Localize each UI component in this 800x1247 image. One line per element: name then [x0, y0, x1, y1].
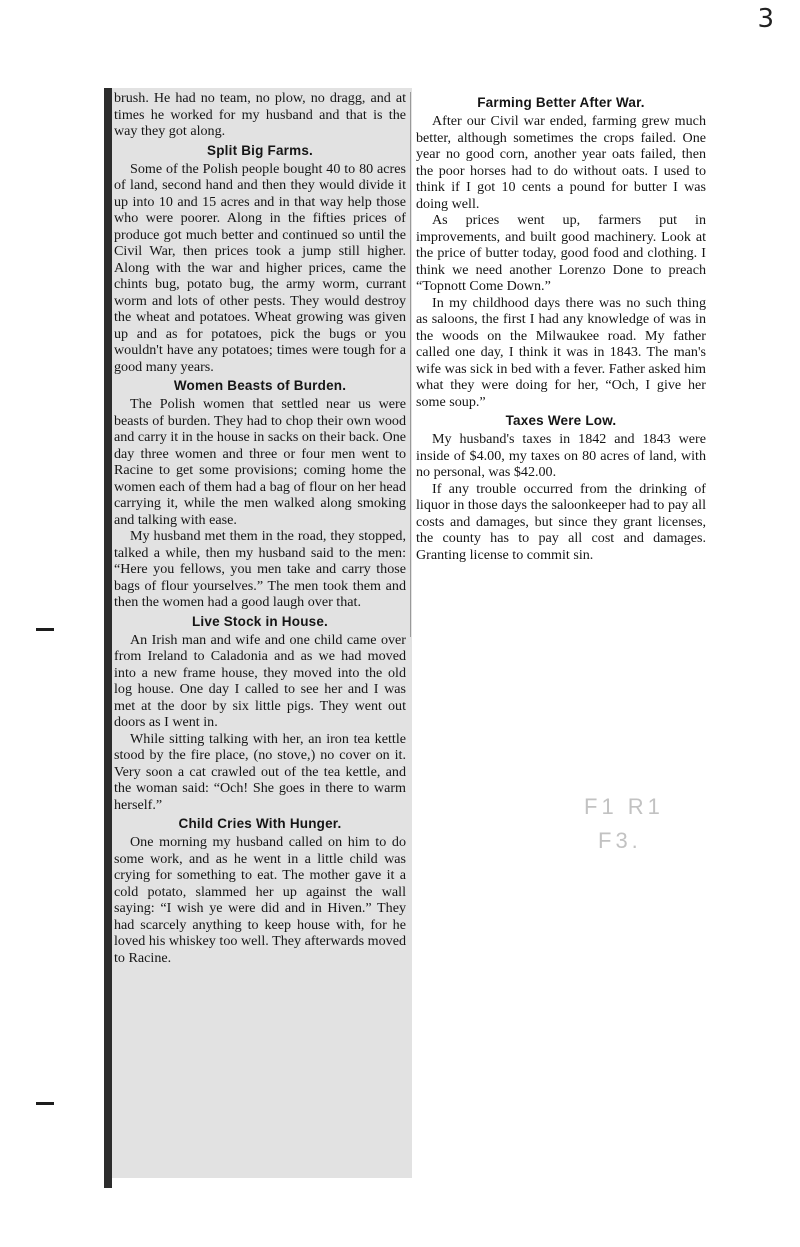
opening-paragraph: brush. He had no team, no plow, no dragg, and at times he worked for my husband and that is the way they got along.	[114, 90, 406, 139]
section-heading-women-beasts-of-burden: Women Beasts of Burden.	[173, 378, 347, 393]
right-column	[416, 92, 706, 563]
clipping-left-edge	[104, 88, 112, 1188]
article-paragraph: My husband met them in the road, they stopped, talked a while, then my husband said to the men: “Here you fellows, you men take and carry those bags of flour yourselves.” The men took them and then the women had a good laugh over that.	[114, 528, 406, 610]
article-paragraph: The Polish women that settled near us were beasts of burden. They had to chop their own wood and carry it in the house in sacks on their back. One day three women and three or four men went to Racine to get some provisions; coming home the women each of them had a bag of flour on her head carrying it, while the men walked along smoking and talking with ease.	[114, 396, 406, 528]
article-paragraph: If any trouble occurred from the drinking of liquor in those days the saloonkeeper had to pay all costs and damages, but since they grant licenses, the county has to pay all cost and damages. Granting license to commit sin.	[416, 480, 706, 563]
column-divider	[410, 92, 411, 637]
article-paragraph: In my childhood days there was no such thing as saloons, the first I had any knowledge of was in the woods on the Milwaukee road. My father called one day, I think it was in 1843. The man's wife was sick in bed with a fever. Father asked him what they were doing for her, “Och, I give her some soup.”	[416, 294, 706, 410]
article-paragraph: An Irish man and wife and one child came over from Ireland to Caladonia and as we had moved into a new frame house, they moved into the old log house. One day I called to see her and I was met at the door by six little pigs. They went out doors as I went in.	[114, 631, 406, 730]
left-column	[114, 90, 406, 966]
article-paragraph: My husband's taxes in 1842 and 1843 were inside of $4.00, my taxes on 80 acres of land, with no personal, was $42.00.	[416, 431, 706, 480]
section-heading-split-big-farms: Split Big Farms.	[207, 142, 313, 158]
section-heading-taxes-were-low: Taxes Were Low.	[505, 413, 617, 428]
section-heading-child-cries-with-hunger: Child Cries With Hunger.	[178, 816, 342, 831]
page-number: 3	[757, 4, 774, 34]
article-paragraph: After our Civil war ended, farming grew much better, although sometimes the crops failed. One year no good corn, another year oats failed, then the poor horses had to do without oats. I used to think if I got 10 cents a pound for butter I was doing well.	[416, 113, 706, 212]
section-heading-live-stock-in-house: Live Stock in House.	[191, 613, 329, 629]
margin-tick-mark	[36, 628, 54, 631]
margin-note-line: F1 R1	[584, 794, 664, 819]
article-paragraph: While sitting talking with her, an iron tea kettle stood by the fire place, (no stove,) no cover on it. Very soon a cat crawled out of the tea kettle, and the woman said: “Och! She goes in there to warm herself.”	[114, 730, 406, 813]
faint-handwritten-margin-note	[584, 790, 694, 870]
section-heading-farming-better-after-war: Farming Better After War.	[477, 95, 645, 110]
article-paragraph: Some of the Polish people bought 40 to 80 acres of land, second hand and then they would divide it up into 10 and 15 acres and in that way help those who were poorer. Along in the fifties prices of produce got much better and continued so until the Civil War, then prices took a jump still higher. Along with the war and higher prices, came the chints bug, potato bug, the army worm, currant worm and lots of other pests. They would destroy the wheat and potatoes. Wheat growing was given up and as for potatoes, pick the bugs or you wouldn't have any potatoes; times were tough for a good many years.	[114, 160, 406, 375]
margin-tick-mark	[36, 1102, 54, 1105]
margin-note-line: F3.	[598, 828, 642, 853]
article-paragraph: One morning my husband called on him to do some work, and as he went in a little child was crying for something to eat. The mother gave it a cold potato, slammed her up against the wall saying: “I wish ye were did and in Hiven.” They had scarcely anything to keep house with, for he loved his whiskey too well. They afterwards moved to Racine.	[114, 834, 406, 966]
article-paragraph: As prices went up, farmers put in improvements, and built good machinery. Look at the price of butter today, good food and clothing. I think we need another Lorenzo Done to preach “Topnott Come Down.”	[416, 212, 706, 294]
